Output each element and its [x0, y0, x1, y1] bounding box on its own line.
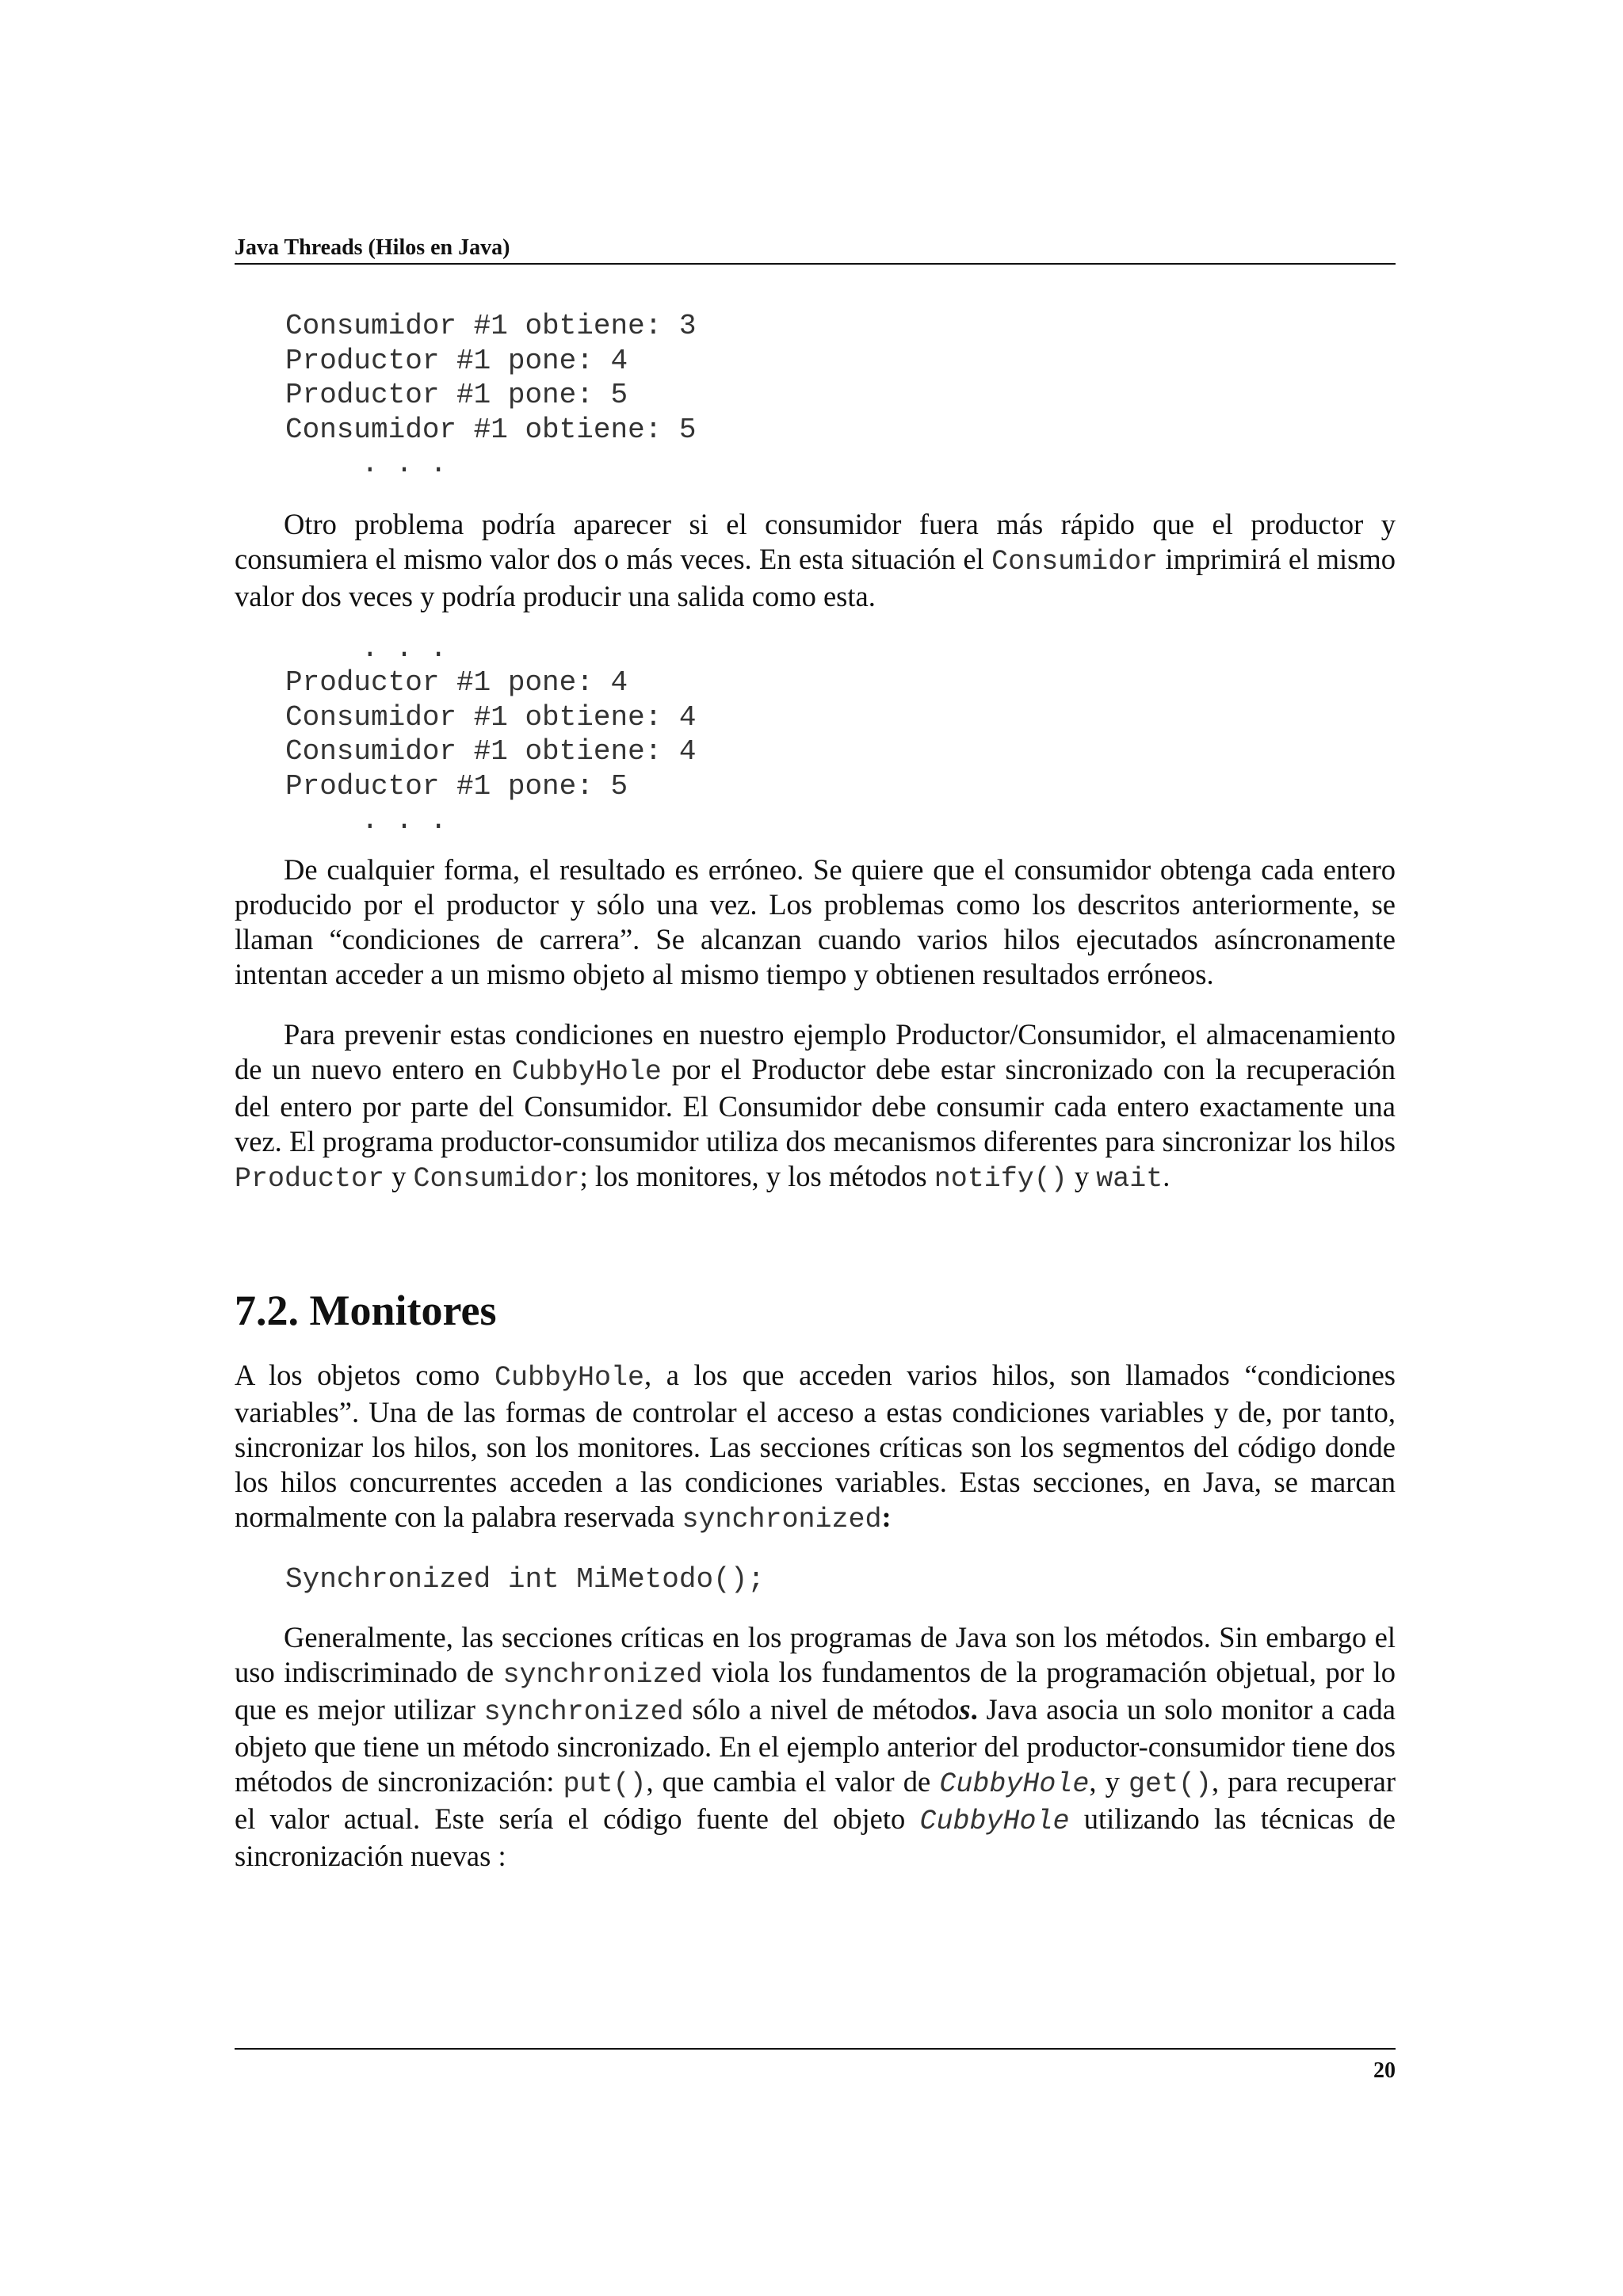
- inline-code: notify(): [934, 1162, 1067, 1195]
- code-ellipsis: . . .: [361, 448, 448, 480]
- inline-code: synchronized: [483, 1696, 684, 1728]
- code-ellipsis: . . .: [361, 804, 448, 837]
- paragraph-1: [235, 507, 1396, 614]
- paragraph-4: [235, 1358, 1396, 1537]
- paragraph-5: [235, 1620, 1396, 1874]
- text-run: imprimirá el mismo valor dos veces y podría producir una salida como esta.: [235, 542, 1396, 612]
- text-run: Generalmente, las secciones críticas en los programas de Java son los métodos. Sin embargo el uso indiscriminado de: [235, 1621, 1396, 1688]
- paragraph-3: [235, 1017, 1396, 1196]
- text-run: y: [1067, 1159, 1097, 1192]
- text-run: , y: [1089, 1765, 1129, 1798]
- code-block-2: [235, 631, 1396, 838]
- inline-code: synchronized: [682, 1503, 882, 1535]
- inline-code: wait: [1096, 1162, 1163, 1195]
- text-run: , a los que acceden varios hilos, son llamados “condiciones variables”. Una de las formas de controlar el acceso a estas condiciones variables y de, por tanto, sincronizar los hilos, son los monitores. Las secciones críticas son los segmentos del código donde los hilos concurrentes acceden a las condiciones variables. Estas secciones, en Java, se marcan normalmente con la palabra reservada: [235, 1358, 1396, 1533]
- text-run: , que cambia el valor de: [646, 1765, 940, 1798]
- text-run: sólo a nivel de método: [683, 1693, 960, 1726]
- code-line: Consumidor #1 obtiene: 3: [285, 310, 697, 342]
- text-run: s: [959, 1693, 971, 1726]
- text-run: .: [970, 1693, 978, 1726]
- inline-code: put(): [563, 1768, 647, 1800]
- inline-code: CubbyHole: [919, 1806, 1070, 1837]
- code-line: Synchronized int MiMetodo();: [285, 1562, 765, 1596]
- code-line: Productor #1 pone: 4: [285, 344, 628, 377]
- text-run: utilizando las técnicas de sincronización nuevas :: [235, 1802, 1396, 1872]
- code-ellipsis: . . .: [361, 631, 448, 665]
- paragraph-2: De cualquier forma, el resultado es erróneo. Se quiere que el consumidor obtenga cada entero producido por el productor y sólo una vez. Los problemas como los descritos anteriormente, se llaman “condiciones de carrera”. Se alcanzan cuando varios hilos ejecutados asíncronamente intentan acceder a un mismo objeto al mismo tiempo y obtienen resultados erróneos.: [235, 852, 1396, 990]
- inline-code: Consumidor: [991, 545, 1159, 578]
- text-run: , para recuperar el valor actual. Este sería el código fuente del objeto: [235, 1765, 1396, 1835]
- code-line: Consumidor #1 obtiene: 4: [285, 700, 697, 734]
- code-line: Consumidor #1 obtiene: 4: [285, 735, 697, 768]
- footer-rule: [235, 2048, 1396, 2050]
- text-run: A los objetos como: [235, 1358, 495, 1391]
- text-run: :: [881, 1500, 892, 1533]
- text-run: por el Productor debe estar sincronizado con la recuperación del entero por parte del Consumidor. El Consumidor debe consumir cada entero exactamente una vez. El programa productor-consumidor utiliza dos mecanismos diferentes para sincronizar los hilos: [235, 1052, 1396, 1158]
- header-title: Java Threads (Hilos en Java): [235, 235, 510, 260]
- section-heading: 7.2. Monitores: [235, 1286, 497, 1334]
- page-header: [235, 236, 1396, 265]
- code-block-1: [235, 309, 1396, 482]
- page-content: [235, 309, 1396, 1874]
- text-run: viola los fundamentos de la programación objetual, por lo que es mejor utilizar: [235, 1656, 1396, 1726]
- inline-code: get(): [1128, 1768, 1212, 1800]
- inline-code: Productor: [235, 1162, 385, 1195]
- code-block-3: [235, 1562, 1396, 1597]
- text-run: Otro problema podría aparecer si el consumidor fuera más rápido que el productor y consumiera el mismo valor dos o más veces. En esta situación el: [235, 507, 1396, 575]
- code-line: Productor #1 pone: 4: [285, 666, 628, 699]
- code-line: Productor #1 pone: 5: [285, 379, 628, 411]
- code-line: Consumidor #1 obtiene: 5: [285, 413, 697, 446]
- text-run: .: [1163, 1159, 1170, 1192]
- code-line: Productor #1 pone: 5: [285, 769, 628, 803]
- inline-code: synchronized: [502, 1659, 703, 1691]
- inline-code: CubbyHole: [494, 1361, 644, 1394]
- text-run: Para prevenir estas condiciones en nuestro ejemplo Productor/Consumidor, el almacenamiento de un nuevo entero en: [235, 1017, 1396, 1085]
- page-number: 20: [1373, 2058, 1396, 2083]
- inline-code: CubbyHole: [939, 1768, 1090, 1800]
- text-run: Java asocia un solo monitor a cada objeto que tiene un método sincronizado. En el ejemplo anterior del productor-consumidor tiene dos métodos de sincronización:: [235, 1693, 1396, 1798]
- inline-code: Consumidor: [413, 1162, 580, 1195]
- inline-code: CubbyHole: [511, 1055, 662, 1088]
- text-run: y: [384, 1159, 414, 1192]
- text-run: ; los monitores, y los métodos: [579, 1159, 934, 1192]
